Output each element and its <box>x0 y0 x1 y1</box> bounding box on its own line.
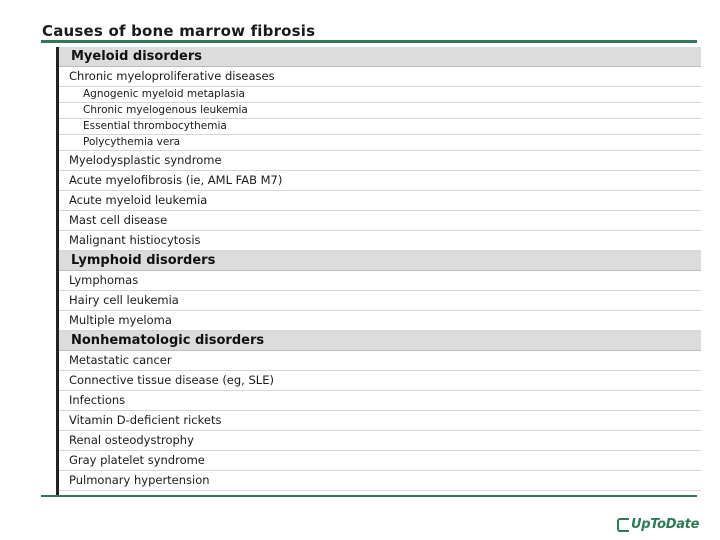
table-row: Malignant histiocytosis <box>59 231 701 251</box>
bottom-rule <box>41 495 697 497</box>
table-row: Myelodysplastic syndrome <box>59 151 701 171</box>
table-row: Gray platelet syndrome <box>59 451 701 471</box>
causes-table <box>56 47 701 496</box>
table-row: Infections <box>59 391 701 411</box>
section-header-myeloid: Myeloid disorders <box>59 47 701 67</box>
logo-mark-icon <box>617 518 629 532</box>
table-row: Multiple myeloma <box>59 311 701 331</box>
table-row-sub: Essential thrombocythemia <box>59 119 701 135</box>
table-row-sub: Agnogenic myeloid metaplasia <box>59 87 701 103</box>
section-header-nonhematologic: Nonhematologic disorders <box>59 331 701 351</box>
table-row: Acute myelofibrosis (ie, AML FAB M7) <box>59 171 701 191</box>
table-row: Connective tissue disease (eg, SLE) <box>59 371 701 391</box>
uptodate-logo <box>617 517 699 532</box>
table-row: Mast cell disease <box>59 211 701 231</box>
page-title: Causes of bone marrow fibrosis <box>42 22 316 40</box>
table-row: Metastatic cancer <box>59 351 701 371</box>
table-row: Pulmonary hypertension <box>59 471 701 491</box>
logo-text: UpToDate <box>631 517 700 532</box>
table-row: Renal osteodystrophy <box>59 431 701 451</box>
title-rule <box>41 40 697 43</box>
table-row: Acute myeloid leukemia <box>59 191 701 211</box>
table-row: Chronic myeloproliferative diseases <box>59 67 701 87</box>
table-row-sub: Chronic myelogenous leukemia <box>59 103 701 119</box>
section-header-lymphoid: Lymphoid disorders <box>59 251 701 271</box>
table-row: Vitamin D-deficient rickets <box>59 411 701 431</box>
table-row: Lymphomas <box>59 271 701 291</box>
table-row: Hairy cell leukemia <box>59 291 701 311</box>
table-row-sub: Polycythemia vera <box>59 135 701 151</box>
